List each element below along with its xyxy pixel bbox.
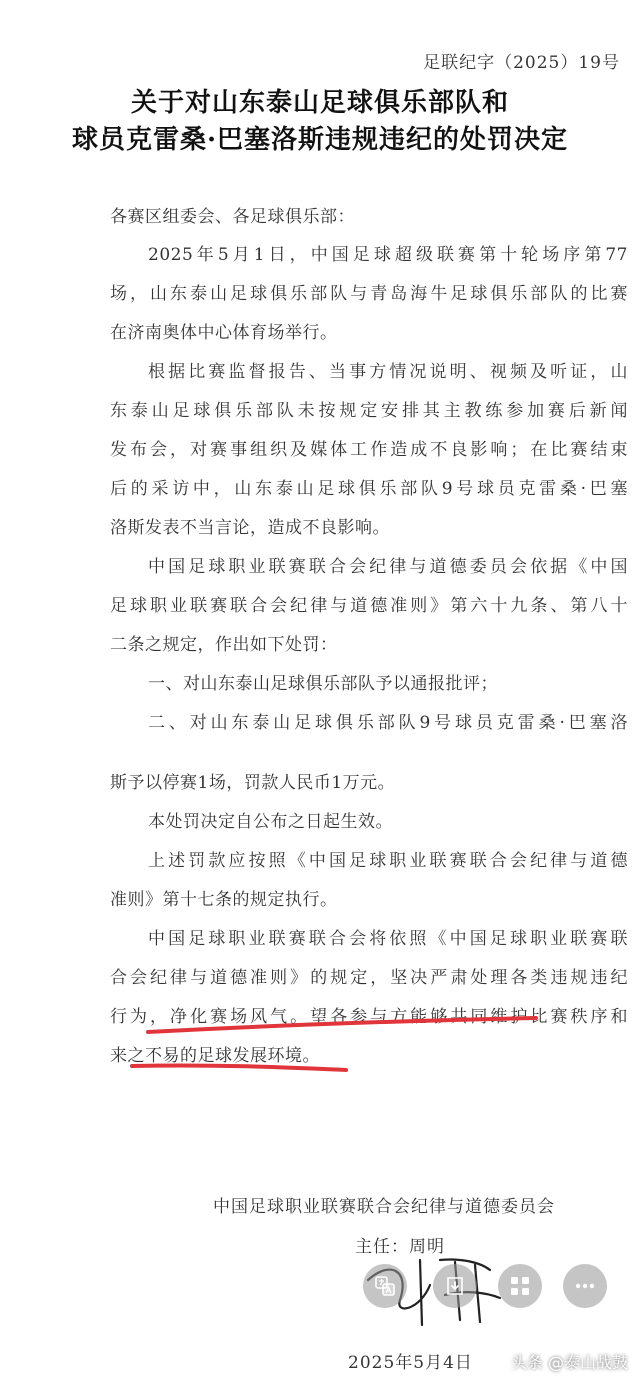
- body-line: 合会纪律与道德准则》的规定，坚决严肃处理各类违规违纪: [110, 968, 628, 988]
- body-line: 来之不易的足球发展环境。: [110, 1046, 320, 1066]
- signature-organization: 中国足球职业联赛联合会纪律与道德委员会: [213, 1197, 555, 1217]
- watermark: 头条 @泰山战鼓: [510, 1353, 628, 1372]
- body-line: 发布会，对赛事组织及媒体工作造成不良影响；在比赛结束: [110, 440, 628, 460]
- document-number: 足联纪字（2025）19号: [423, 53, 620, 73]
- body-line: 后的采访中，山东泰山足球俱乐部队9号球员克雷桑·巴塞: [110, 479, 628, 499]
- document-title-line-1: 关于对山东泰山足球俱乐部队和: [130, 88, 509, 118]
- salutation: 各赛区组委会、各足球俱乐部：: [110, 207, 355, 227]
- penalty-item-1: 一、对山东泰山足球俱乐部队予以通报批评；: [148, 674, 498, 694]
- grid-button[interactable]: [498, 1264, 542, 1308]
- penalty-item-2: 二、对山东泰山足球俱乐部队9号球员克雷桑·巴塞洛: [148, 713, 628, 733]
- more-button[interactable]: [563, 1264, 607, 1308]
- body-line: 在济南奥体中心体育场举行。: [110, 323, 338, 343]
- signature-role: 主任：周明: [355, 1237, 445, 1257]
- body-line: 中国足球职业联赛联合会将依照《中国足球职业联赛联: [148, 929, 628, 949]
- body-line: 上述罚款应按照《中国足球职业联赛联合会纪律与道德: [148, 851, 628, 871]
- grid-icon: [508, 1274, 532, 1298]
- body-line: 东泰山足球俱乐部队未按规定安排其主教练参加赛后新闻: [110, 401, 628, 421]
- body-line: 场，山东泰山足球俱乐部队与青岛海牛足球俱乐部队的比赛: [110, 284, 628, 304]
- body-line: 2025年5月1日，中国足球超级联赛第十轮场序第77: [148, 245, 628, 265]
- translate-icon: [373, 1274, 397, 1298]
- download-icon: [443, 1274, 467, 1298]
- body-line: 准则》第十七条的规定执行。: [110, 890, 338, 910]
- translate-button[interactable]: [363, 1264, 407, 1308]
- body-line: 足球职业联赛联合会纪律与道德准则》第六十九条、第八十: [110, 596, 628, 616]
- body-line: 本处罚决定自公布之日起生效。: [148, 812, 393, 832]
- download-button[interactable]: [433, 1264, 477, 1308]
- body-line: 二条之规定，作出如下处罚：: [110, 635, 338, 655]
- body-line: 洛斯发表不当言论，造成不良影响。: [110, 518, 390, 538]
- signature-date: 2025年5月4日: [348, 1353, 473, 1373]
- body-line: 中国足球职业联赛联合会纪律与道德委员会依据《中国: [148, 557, 628, 577]
- body-line: 根据比赛监督报告、当事方情况说明、视频及听证，山: [148, 362, 628, 382]
- document-title-line-2: 球员克雷桑·巴塞洛斯违规违纪的处罚决定: [71, 125, 569, 155]
- more-icon: [573, 1274, 597, 1298]
- body-line: 行为，净化赛场风气。望各参与方能够共同维护比赛秩序和: [110, 1007, 628, 1027]
- body-line: 斯予以停赛1场，罚款人民币1万元。: [110, 773, 396, 793]
